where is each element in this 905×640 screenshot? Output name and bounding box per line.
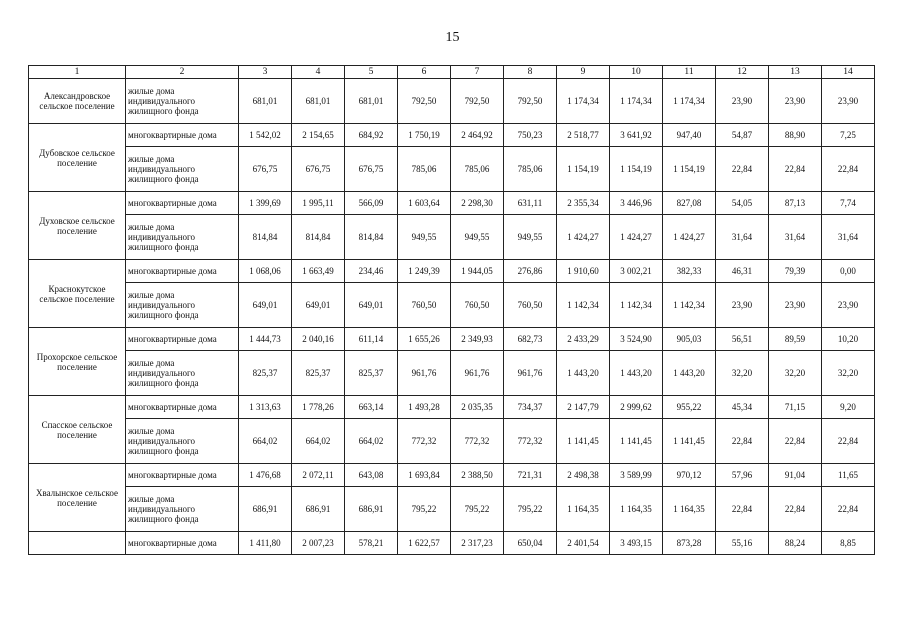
value-cell: 89,59 xyxy=(769,328,822,351)
value-cell: 825,37 xyxy=(345,351,398,396)
value-cell: 681,01 xyxy=(345,79,398,124)
table-row xyxy=(29,260,875,283)
value-cell: 772,32 xyxy=(398,419,451,464)
value-cell: 22,84 xyxy=(716,487,769,532)
value-cell: 1 778,26 xyxy=(292,396,345,419)
value-cell: 650,04 xyxy=(504,532,557,555)
value-cell: 664,02 xyxy=(345,419,398,464)
value-cell: 1 750,19 xyxy=(398,124,451,147)
value-cell: 22,84 xyxy=(716,419,769,464)
value-cell: 1 154,19 xyxy=(557,147,610,192)
table-row xyxy=(29,487,875,532)
housing-type-cell: жилые дома индивидуального жилищного фонда xyxy=(126,147,239,192)
table-row xyxy=(29,419,875,464)
value-cell: 1 910,60 xyxy=(557,260,610,283)
value-cell: 3 524,90 xyxy=(610,328,663,351)
table-row xyxy=(29,396,875,419)
value-cell: 1 249,39 xyxy=(398,260,451,283)
value-cell: 2 147,79 xyxy=(557,396,610,419)
value-cell: 785,06 xyxy=(504,147,557,192)
value-cell: 686,91 xyxy=(239,487,292,532)
table-row xyxy=(29,351,875,396)
value-cell: 46,31 xyxy=(716,260,769,283)
value-cell: 71,15 xyxy=(769,396,822,419)
value-cell: 949,55 xyxy=(504,215,557,260)
column-number-header: 8 xyxy=(504,66,557,79)
value-cell: 2 498,38 xyxy=(557,464,610,487)
settlement-name-cell: Хвалынское сельское поселение xyxy=(29,464,126,532)
page-number: 15 xyxy=(445,30,460,45)
value-cell: 23,90 xyxy=(716,79,769,124)
settlement-name-cell: Духовское сельское поселение xyxy=(29,192,126,260)
value-cell: 2 355,34 xyxy=(557,192,610,215)
value-cell: 970,12 xyxy=(663,464,716,487)
value-cell: 91,04 xyxy=(769,464,822,487)
value-cell: 949,55 xyxy=(398,215,451,260)
value-cell: 649,01 xyxy=(345,283,398,328)
value-cell: 1 141,45 xyxy=(663,419,716,464)
value-cell: 2 154,65 xyxy=(292,124,345,147)
value-cell: 234,46 xyxy=(345,260,398,283)
value-cell: 1 424,27 xyxy=(663,215,716,260)
value-cell: 2 401,54 xyxy=(557,532,610,555)
value-cell: 760,50 xyxy=(451,283,504,328)
value-cell: 785,06 xyxy=(451,147,504,192)
value-cell: 772,32 xyxy=(504,419,557,464)
housing-type-cell: многоквартирные дома xyxy=(126,192,239,215)
value-cell: 566,09 xyxy=(345,192,398,215)
value-cell: 1 443,20 xyxy=(663,351,716,396)
settlement-name-cell xyxy=(29,532,126,555)
table-row xyxy=(29,464,875,487)
column-number-header: 11 xyxy=(663,66,716,79)
value-cell: 54,05 xyxy=(716,192,769,215)
value-cell: 611,14 xyxy=(345,328,398,351)
housing-type-cell: многоквартирные дома xyxy=(126,464,239,487)
value-cell: 1 142,34 xyxy=(557,283,610,328)
value-cell: 2 035,35 xyxy=(451,396,504,419)
value-cell: 1 663,49 xyxy=(292,260,345,283)
table-row xyxy=(29,283,875,328)
value-cell: 88,24 xyxy=(769,532,822,555)
value-cell: 721,31 xyxy=(504,464,557,487)
value-cell: 681,01 xyxy=(239,79,292,124)
value-cell: 56,51 xyxy=(716,328,769,351)
settlement-name-cell: Спасское сельское поселение xyxy=(29,396,126,464)
value-cell: 2 433,29 xyxy=(557,328,610,351)
value-cell: 1 693,84 xyxy=(398,464,451,487)
value-cell: 873,28 xyxy=(663,532,716,555)
value-cell: 1 443,20 xyxy=(610,351,663,396)
housing-type-cell: жилые дома индивидуального жилищного фонда xyxy=(126,215,239,260)
value-cell: 23,90 xyxy=(822,283,875,328)
value-cell: 23,90 xyxy=(769,79,822,124)
value-cell: 686,91 xyxy=(292,487,345,532)
value-cell: 2 040,16 xyxy=(292,328,345,351)
value-cell: 785,06 xyxy=(398,147,451,192)
table-row xyxy=(29,532,875,555)
value-cell: 1 154,19 xyxy=(610,147,663,192)
value-cell: 2 298,30 xyxy=(451,192,504,215)
value-cell: 2 317,23 xyxy=(451,532,504,555)
value-cell: 1 142,34 xyxy=(610,283,663,328)
value-cell: 734,37 xyxy=(504,396,557,419)
housing-type-cell: жилые дома индивидуального жилищного фонда xyxy=(126,351,239,396)
value-cell: 1 944,05 xyxy=(451,260,504,283)
value-cell: 32,20 xyxy=(716,351,769,396)
value-cell: 22,84 xyxy=(822,419,875,464)
settlement-name-cell: Краснокутское сельское поселение xyxy=(29,260,126,328)
housing-type-cell: жилые дома индивидуального жилищного фонда xyxy=(126,487,239,532)
value-cell: 23,90 xyxy=(822,79,875,124)
value-cell: 0,00 xyxy=(822,260,875,283)
value-cell: 2 999,62 xyxy=(610,396,663,419)
table-row xyxy=(29,147,875,192)
value-cell: 1 164,35 xyxy=(663,487,716,532)
value-cell: 1 142,34 xyxy=(663,283,716,328)
value-cell: 1 411,80 xyxy=(239,532,292,555)
value-cell: 792,50 xyxy=(504,79,557,124)
value-cell: 1 174,34 xyxy=(610,79,663,124)
value-cell: 578,21 xyxy=(345,532,398,555)
value-cell: 792,50 xyxy=(398,79,451,124)
column-number-header: 7 xyxy=(451,66,504,79)
value-cell: 1 141,45 xyxy=(610,419,663,464)
value-cell: 2 007,23 xyxy=(292,532,345,555)
value-cell: 32,20 xyxy=(822,351,875,396)
housing-type-cell: жилые дома индивидуального жилищного фонда xyxy=(126,283,239,328)
value-cell: 87,13 xyxy=(769,192,822,215)
value-cell: 1 164,35 xyxy=(610,487,663,532)
value-cell: 947,40 xyxy=(663,124,716,147)
housing-type-cell: жилые дома индивидуального жилищного фонда xyxy=(126,79,239,124)
value-cell: 23,90 xyxy=(716,283,769,328)
table-row xyxy=(29,328,875,351)
value-cell: 795,22 xyxy=(451,487,504,532)
table-row xyxy=(29,79,875,124)
value-cell: 11,65 xyxy=(822,464,875,487)
value-cell: 814,84 xyxy=(345,215,398,260)
value-cell: 22,84 xyxy=(822,487,875,532)
table-row xyxy=(29,124,875,147)
value-cell: 649,01 xyxy=(239,283,292,328)
column-number-header: 1 xyxy=(29,66,126,79)
value-cell: 22,84 xyxy=(769,419,822,464)
value-cell: 772,32 xyxy=(451,419,504,464)
value-cell: 7,25 xyxy=(822,124,875,147)
value-cell: 905,03 xyxy=(663,328,716,351)
value-cell: 2 072,11 xyxy=(292,464,345,487)
value-cell: 1 542,02 xyxy=(239,124,292,147)
value-cell: 750,23 xyxy=(504,124,557,147)
value-cell: 814,84 xyxy=(292,215,345,260)
value-cell: 79,39 xyxy=(769,260,822,283)
value-cell: 1 068,06 xyxy=(239,260,292,283)
value-cell: 7,74 xyxy=(822,192,875,215)
value-cell: 631,11 xyxy=(504,192,557,215)
value-cell: 88,90 xyxy=(769,124,822,147)
value-cell: 1 154,19 xyxy=(663,147,716,192)
value-cell: 1 424,27 xyxy=(557,215,610,260)
value-cell: 825,37 xyxy=(292,351,345,396)
value-cell: 681,01 xyxy=(292,79,345,124)
value-cell: 8,85 xyxy=(822,532,875,555)
value-cell: 792,50 xyxy=(451,79,504,124)
value-cell: 22,84 xyxy=(822,147,875,192)
value-cell: 9,20 xyxy=(822,396,875,419)
housing-type-cell: многоквартирные дома xyxy=(126,328,239,351)
value-cell: 949,55 xyxy=(451,215,504,260)
value-cell: 22,84 xyxy=(716,147,769,192)
column-number-header: 13 xyxy=(769,66,822,79)
column-number-header: 6 xyxy=(398,66,451,79)
value-cell: 827,08 xyxy=(663,192,716,215)
value-cell: 57,96 xyxy=(716,464,769,487)
tariff-table xyxy=(28,65,875,555)
value-cell: 22,84 xyxy=(769,487,822,532)
column-number-header: 5 xyxy=(345,66,398,79)
value-cell: 1 174,34 xyxy=(663,79,716,124)
value-cell: 955,22 xyxy=(663,396,716,419)
column-number-header: 2 xyxy=(126,66,239,79)
column-number-header: 9 xyxy=(557,66,610,79)
value-cell: 3 641,92 xyxy=(610,124,663,147)
value-cell: 1 476,68 xyxy=(239,464,292,487)
value-cell: 664,02 xyxy=(239,419,292,464)
value-cell: 1 995,11 xyxy=(292,192,345,215)
value-cell: 961,76 xyxy=(504,351,557,396)
value-cell: 676,75 xyxy=(345,147,398,192)
value-cell: 649,01 xyxy=(292,283,345,328)
value-cell: 55,16 xyxy=(716,532,769,555)
value-cell: 1 622,57 xyxy=(398,532,451,555)
value-cell: 814,84 xyxy=(239,215,292,260)
value-cell: 682,73 xyxy=(504,328,557,351)
table-row xyxy=(29,215,875,260)
value-cell: 760,50 xyxy=(398,283,451,328)
value-cell: 1 603,64 xyxy=(398,192,451,215)
value-cell: 1 655,26 xyxy=(398,328,451,351)
value-cell: 54,87 xyxy=(716,124,769,147)
housing-type-cell: многоквартирные дома xyxy=(126,260,239,283)
value-cell: 31,64 xyxy=(769,215,822,260)
value-cell: 3 493,15 xyxy=(610,532,663,555)
value-cell: 1 443,20 xyxy=(557,351,610,396)
value-cell: 3 002,21 xyxy=(610,260,663,283)
settlement-name-cell: Дубовское сельское поселение xyxy=(29,124,126,192)
column-number-header: 4 xyxy=(292,66,345,79)
value-cell: 22,84 xyxy=(769,147,822,192)
table-row xyxy=(29,192,875,215)
value-cell: 32,20 xyxy=(769,351,822,396)
value-cell: 31,64 xyxy=(716,215,769,260)
value-cell: 1 174,34 xyxy=(557,79,610,124)
value-cell: 2 518,77 xyxy=(557,124,610,147)
value-cell: 664,02 xyxy=(292,419,345,464)
settlement-name-cell: Прохорское сельское поселение xyxy=(29,328,126,396)
value-cell: 1 444,73 xyxy=(239,328,292,351)
value-cell: 961,76 xyxy=(398,351,451,396)
value-cell: 1 141,45 xyxy=(557,419,610,464)
value-cell: 382,33 xyxy=(663,260,716,283)
value-cell: 1 313,63 xyxy=(239,396,292,419)
housing-type-cell: многоквартирные дома xyxy=(126,124,239,147)
value-cell: 1 424,27 xyxy=(610,215,663,260)
value-cell: 795,22 xyxy=(504,487,557,532)
value-cell: 2 388,50 xyxy=(451,464,504,487)
value-cell: 760,50 xyxy=(504,283,557,328)
value-cell: 1 399,69 xyxy=(239,192,292,215)
settlement-name-cell: Александровское сельское поселение xyxy=(29,79,126,124)
column-number-header: 12 xyxy=(716,66,769,79)
value-cell: 663,14 xyxy=(345,396,398,419)
value-cell: 2 349,93 xyxy=(451,328,504,351)
value-cell: 676,75 xyxy=(239,147,292,192)
value-cell: 276,86 xyxy=(504,260,557,283)
value-cell: 3 446,96 xyxy=(610,192,663,215)
value-cell: 825,37 xyxy=(239,351,292,396)
value-cell: 686,91 xyxy=(345,487,398,532)
value-cell: 2 464,92 xyxy=(451,124,504,147)
value-cell: 961,76 xyxy=(451,351,504,396)
housing-type-cell: многоквартирные дома xyxy=(126,396,239,419)
value-cell: 1 493,28 xyxy=(398,396,451,419)
column-number-header: 10 xyxy=(610,66,663,79)
value-cell: 684,92 xyxy=(345,124,398,147)
value-cell: 643,08 xyxy=(345,464,398,487)
value-cell: 795,22 xyxy=(398,487,451,532)
value-cell: 676,75 xyxy=(292,147,345,192)
value-cell: 1 164,35 xyxy=(557,487,610,532)
value-cell: 45,34 xyxy=(716,396,769,419)
value-cell: 10,20 xyxy=(822,328,875,351)
column-number-header: 14 xyxy=(822,66,875,79)
column-number-row xyxy=(29,66,875,79)
value-cell: 3 589,99 xyxy=(610,464,663,487)
value-cell: 23,90 xyxy=(769,283,822,328)
value-cell: 31,64 xyxy=(822,215,875,260)
column-number-header: 3 xyxy=(239,66,292,79)
housing-type-cell: жилые дома индивидуального жилищного фонда xyxy=(126,419,239,464)
housing-type-cell: многоквартирные дома xyxy=(126,532,239,555)
